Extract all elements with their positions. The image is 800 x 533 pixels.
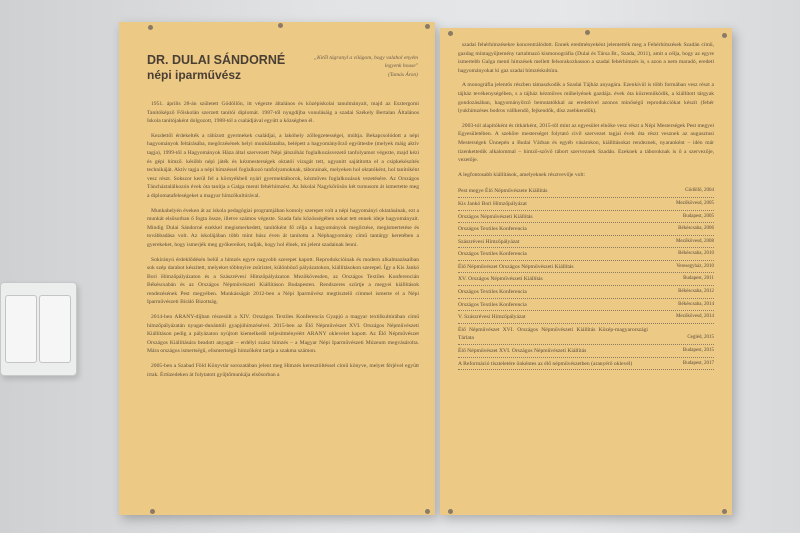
list-item [458,273,714,286]
switch-button-left[interactable] [5,295,37,363]
motto-author: (Tamás Áron) [387,72,418,78]
light-switch[interactable] [0,282,77,376]
exhibition-name: XV. Országos Népművészeti Kiállítás [458,276,543,283]
exhibition-name: Élő Népművészet Országos Népművészeti Kiállítás [458,263,574,270]
list-item [458,286,714,299]
pin-icon [278,23,283,28]
bio-paragraph: 2014-ben ARANY-díjban részesült a XIV. Országos Textiles Konferencia Gyapjú a magyar textilkultúrában című hímzőpályázatán nyugat-dunántúli gyapjúhímzésével. 2015-ben az Élő Népművészet XVI. Országos Népművészeti Kiállításon pedig a pályázaton nyújtott kiemelkedő teljesítményéért ARANY oklevelet kapott. Az Élő Népművészet Országos Kiállítására beadott anyagát – erdélyi szász hímzés – a Magyar Népi Iparművészeti Múzeum megvásárolta. Mára országos ismertségű, elismertségű hímzőként tartja a szakma számon. [147,314,419,355]
exhibition-name: Kis Jankó Bori Hímzőpályázat [458,200,527,207]
list-item [458,324,714,345]
exhibition-name: Országos Textiles Konferencia [458,251,527,258]
list-item [458,198,714,211]
bio-paragraph: Sokirányú érdeklődésén belül a hímzés egyre nagyobb szerepet kapott. Reprodukcióinak és modern alkalmazásaiban sok szép darabot készített, melyeket többnyire zsűriztet, különböző pályázatokon, kiállításokon szerepel. Így a Kis Jankó Bori Hímzőpályázaton és a Szászrévesi Hímzőpályázaton Mezőkövesden, az Országos Textiles Konferencián Békéscsabán és az Országos Népművészeti Kiállításon Budapesten. Rendszeres szűrtje a megyei kiállítások rendezésének Pest megyében. Munkásságát 2012-ben a Népi Iparművész megtisztelő címmel ismerte el a Népi Iparművészeti Bíráló Bizottság. [147,256,419,306]
exhibition-place: Budapest, 2017 [682,360,714,366]
list-item [458,311,714,324]
exhibition-name: V. Szászrévesi Hímzőpályázat [458,314,526,321]
exhibition-name: Országos Népművészeti Kiállítás [458,213,533,220]
bio-paragraph: Munkahelyén éveken át az iskola pedagógiai programjában komoly szerepet volt a népi hagyományi oktatásának, ezt a munkát elsősorban ő fogta össze, illetve számos végezte. Szada falu közösségében sokat tett ennek ideje hagyományait. Mindig Dulai Sándorné ezekkel megismerkedett, tanítóként fő célja a hagyományok megőrzése, megismertetése és továbbadása volt. Az iskolájában több mint húsz éven át tanította a Néphagyomány című tantárgy keretében a gyerekeket, hogy ismerjék meg gyökereiket, tudják, hogy hol élnek, mi jelent szadainak lenni. [147,207,419,248]
exhibition-place: Mezőkövesd, 2005 [675,200,714,206]
title-subtitle: népi iparművész [147,68,242,82]
biography-left-column [147,100,419,385]
bio-paragraph: Kezdettől érdekelték a rábízott gyermekek családjai, a lakóhely zöllegzetességei, múltja. Bekapcsolódott a népi hagyományok feltárásába, megőrzésének helyi munkálataiba, belépett a hagyományőrző együttesbe (melyek máig aktív tagja), 1999-től a Hagyományok Háza által szervezett Népi játszóház foglalkozásvezető tanfolyamot végezte, majd kézi és gépi hímző. később népi játék és kézmesterségek oktatói vizsgát tett, ugyanitt sajátította el a csipkekészítés technikáját. Aktív tagja a népi hímzéssel foglalkozó tanfolyamoknak, táborainak, melyeken hol oktatóként, hol tanítóként vesz részt. Sokszor kerül fel a környékbeli nyári gyermektáborok, kézműves foglalkozások vezetésére. Az Országos Táncháztalálkozón évek óta tanítja a Galga menti fehérhímzést. Az Iskolai Nagykőrösön két turnusom át ismertette meg a diplomatafeleségeket a magyar hímzőkultúrával. [147,132,419,199]
exhibition-place: Cegléd, 2015 [687,335,714,341]
pin-icon [448,509,453,514]
pin-icon [425,509,430,514]
exhibition-name: Országos Textiles Konferencia [458,289,527,296]
pin-icon [722,509,727,514]
page-title [147,53,285,83]
list-item [458,211,714,224]
bio-paragraph: A monográfia jelentős részben támaszkodik a Szadai Tájház anyagára. Ezenkívül is több formában vesz részt a tájház tevékenységében, s a tájház kézműves műhelyének gazdája. évek óta közreműködik, a kiállított tárgyak gondozásában, hagyományőrző bemutatókkal az eredetivel azonos minőségű reprodukciókat készít (fehér lyukhímzéses bodros vállkendő, fejkendők, dísz zsebkendők). [458,82,714,115]
title-name: DR. DULAI SÁNDORNÉ [147,53,286,67]
list-item [458,261,714,274]
exhibition-place: Budapest, 2011 [683,276,714,282]
pin-icon [722,33,727,38]
list-item [458,299,714,312]
exhibition-name: Pest megye Élő Népművészete Kiállítás [458,188,548,195]
exhibition-place: Gödöllő, 2004 [685,188,714,194]
pin-icon [148,25,153,30]
pin-icon [585,30,590,35]
list-item [458,223,714,236]
biography-right-column [458,41,714,370]
exhibitions-heading: A legfontosabb kiállítások, amelyeknek résztvevője volt: [458,171,586,178]
exhibition-place: Veresegyház, 2010 [676,263,714,269]
switch-button-right[interactable] [39,295,71,363]
exhibition-name: A Reformáció tiszteletére önkéntes az élő népművészetben (aranyérő oklevél) [458,360,633,367]
exhibition-name: Szászrévesi Hímzőpályázat [458,238,520,245]
exhibition-place: Békéscsaba, 2014 [678,301,714,307]
exhibition-place: Mezőkövesd, 2008 [675,238,714,244]
bio-paragraph: szadai fehérhímzésekre koncentrálódott. Ennek eredményeként jelentették meg a Fehérhímzések Szadán című, gazdag mintagyűjtemény tartalmazó kismonográfia (Dulai és Társa Bt., Szada, 2011), amit a célja, hogy az egyre ismertebb Galga menti hímzések mellett felsorakozhasson a szadai fehérhímzés is, s azon a nem maradó, eredeti hagyományokat ki gaz szadai hímzéskultúra. [458,42,714,74]
exhibition-name: Országos Textiles Konferencia [458,226,527,233]
exhibition-place: Békéscsaba, 2010 [678,251,714,257]
list-item [458,185,714,198]
exhibition-name: Élő Népművészet XVI. Országos Népművészeti Kiállítás Közép-magyarországi Tárlata [458,326,648,342]
pin-icon [150,509,155,514]
exhibition-place: Budapest, 2005 [682,213,714,219]
list-item [458,248,714,261]
bio-paragraph: 2003-tól alapítóként és titkárként, 2015-től mint az egyesület elnöke vesz részt a Népi Mesterségek Pest megyei Egyesületében. A szekőre mesterséget folytató civil szervezet tagjai évek óta részt vesznek az augusztusi Mesterségek Ünnepén a Budai Várban és egyéb vásárokon, kiállításokat rendeznek, nyaranként – idén már tizenkettedik alkalommal – hímző-szövő tábort szerveznek Szadán. Ezeknek a táboroknak is ő a szervezője, vezetője. [458,122,714,164]
pin-icon [448,31,453,36]
bio-paragraph: 1951. április 28-án született Gödöllőn, itt végezte általános és középiskolai tanulmányait, majd az Esztergomi Tanítóképző Főiskolán szerzett tanítói diplomát. 1987-től nyugdíjba vonulásáig a szadai Székely Bertalan Általános Iskola tanítójaként dolgozott, 1988-tól a családjával együtt a községben él. [147,101,419,125]
exhibitions-list [458,185,714,370]
motto-quote [302,55,418,80]
list-item [458,345,714,358]
pin-icon [425,24,430,29]
exhibition-place: Mezőkövesd, 2014 [675,314,714,320]
exhibition-name: Élő Népművészet XVI. Országos Népművészeti Kiállítás [458,348,587,355]
bio-paragraph: 2005-ben a Szabad Föld Könyvtár sorozatában jelent meg Hímzés keresztöltéssel című könyve, melyet férjével együtt írtak. Értüzedeken át folytatott gyűjtőmunkája elsősorban a [147,363,419,378]
exhibition-place: Budapest, 2015 [682,348,714,354]
motto-text: „Kitől tágranyl a világom, hogy valahol enyém legyenk house" [313,55,418,69]
list-item [458,358,714,371]
exhibition-place: Békéscsaba, 2012 [678,289,714,295]
list-item [458,236,714,249]
exhibition-place: Békéscsaba, 2006 [678,226,714,232]
exhibition-name: Országos Textiles Konferencia [458,301,527,308]
